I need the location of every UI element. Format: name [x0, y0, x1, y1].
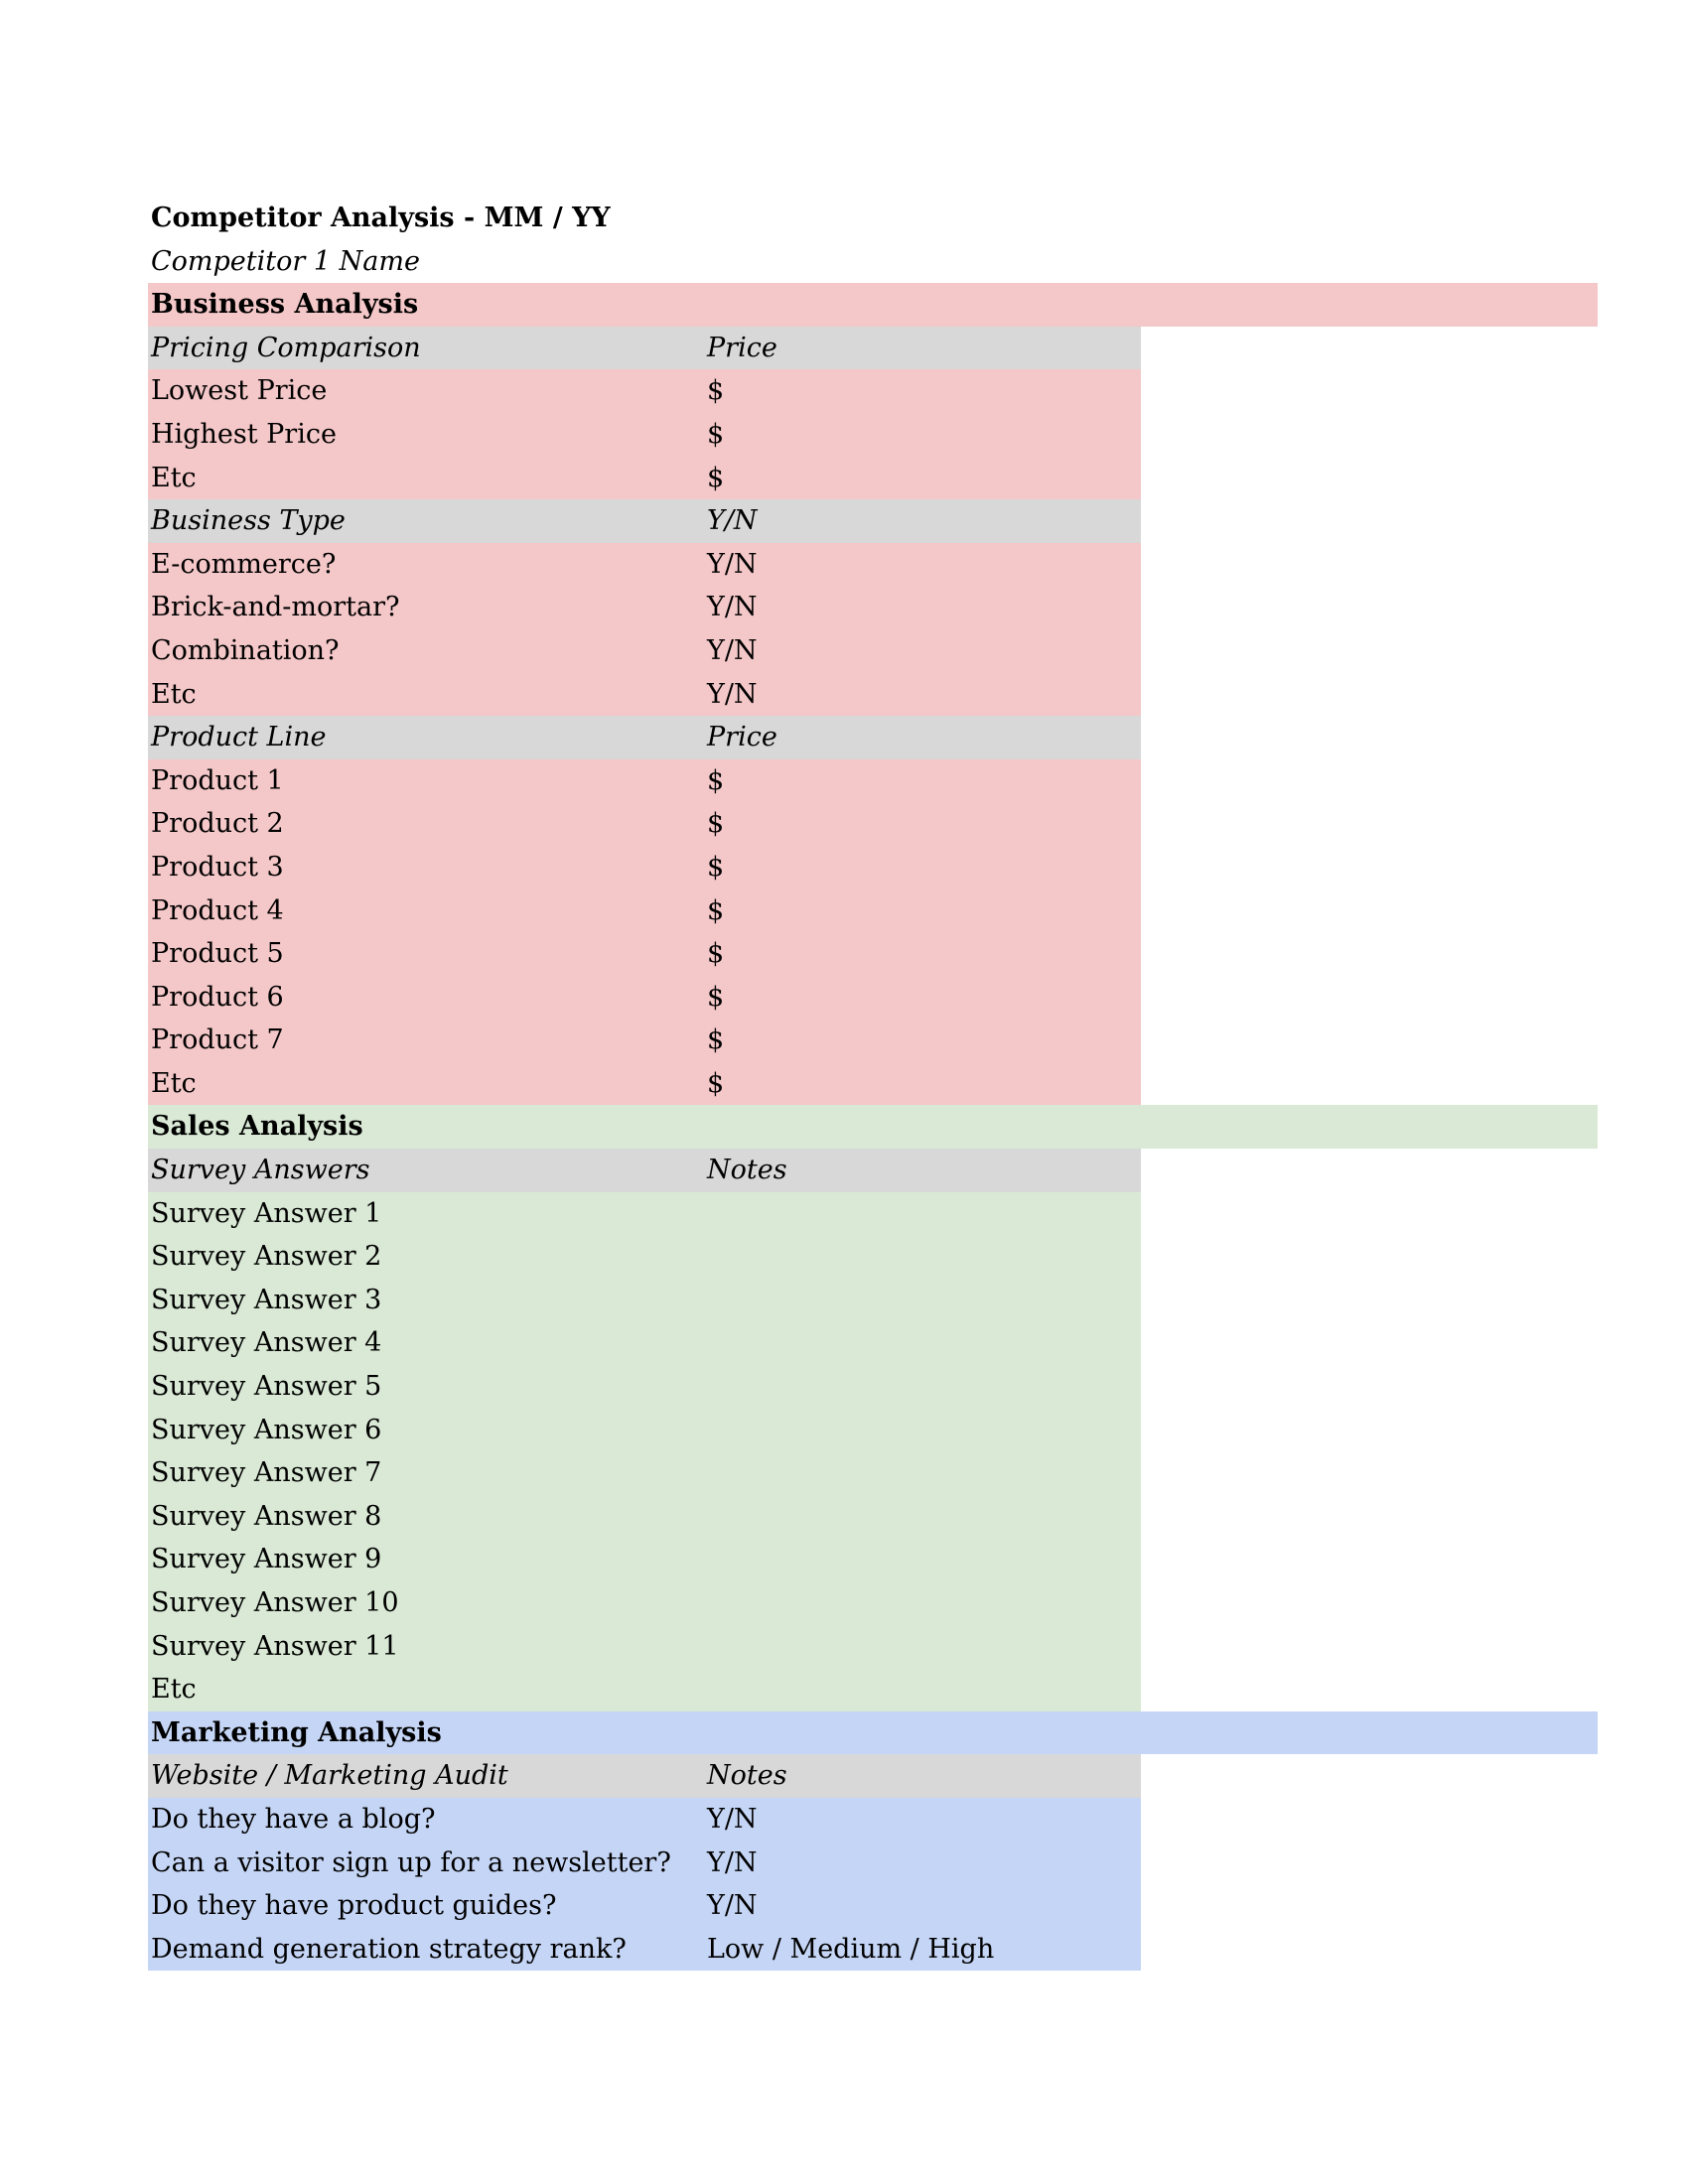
- row-label[interactable]: Lowest Price: [151, 375, 328, 407]
- group-header-value[interactable]: Notes: [707, 1760, 787, 1792]
- document-title-row: [148, 197, 1598, 240]
- table-row: [148, 1279, 1598, 1322]
- row-label[interactable]: Survey Answer 6: [151, 1414, 382, 1445]
- row-value[interactable]: Y/N: [707, 1846, 758, 1878]
- table-row: [148, 413, 1598, 457]
- row-label[interactable]: Survey Answer 7: [151, 1457, 382, 1489]
- row-value[interactable]: Y/N: [707, 1803, 758, 1835]
- table-row: [148, 1928, 1598, 1972]
- business-group-header: [148, 327, 1598, 370]
- table-row: [148, 1668, 1598, 1711]
- business-section-title[interactable]: Business Analysis: [151, 289, 419, 321]
- row-band: [148, 1019, 1141, 1062]
- table-row: [148, 889, 1598, 933]
- row-value[interactable]: $: [707, 981, 725, 1013]
- table-row: [148, 932, 1598, 976]
- row-label[interactable]: Highest Price: [151, 418, 337, 450]
- sales-section-band: [148, 1105, 1598, 1149]
- row-label[interactable]: Etc: [151, 1067, 197, 1099]
- row-value[interactable]: $: [707, 1024, 725, 1056]
- row-value[interactable]: $: [707, 938, 725, 970]
- row-value[interactable]: $: [707, 1067, 725, 1099]
- table-row: [148, 1884, 1598, 1928]
- table-row: [148, 1842, 1598, 1885]
- row-label[interactable]: Etc: [151, 678, 197, 710]
- group-header-value[interactable]: Y/N: [707, 505, 758, 537]
- table-row: [148, 369, 1598, 413]
- row-label[interactable]: Product 4: [151, 894, 284, 926]
- row-label[interactable]: Demand generation strategy rank?: [151, 1933, 627, 1965]
- sales-section-header: [148, 1105, 1598, 1149]
- table-row: [148, 1798, 1598, 1842]
- group-header-label[interactable]: Website / Marketing Audit: [151, 1760, 508, 1792]
- competitor-name-row: [148, 240, 1598, 284]
- row-value[interactable]: $: [707, 851, 725, 883]
- row-band: [148, 1668, 1141, 1711]
- row-band: [148, 802, 1141, 846]
- row-band: [148, 846, 1141, 889]
- row-value[interactable]: $: [707, 894, 725, 926]
- row-value[interactable]: Y/N: [707, 1890, 758, 1922]
- table-row: [148, 1365, 1598, 1409]
- marketing-section-title[interactable]: Marketing Analysis: [151, 1716, 442, 1748]
- table-row: [148, 543, 1598, 587]
- group-header-value[interactable]: Price: [707, 332, 777, 363]
- table-row: [148, 1019, 1598, 1062]
- row-label[interactable]: Product 2: [151, 808, 284, 840]
- marketing-section-header: [148, 1711, 1598, 1755]
- row-band: [148, 1062, 1141, 1106]
- row-label[interactable]: Survey Answer 5: [151, 1371, 382, 1403]
- row-label[interactable]: Etc: [151, 462, 197, 493]
- business-group-header: [148, 716, 1598, 759]
- row-label[interactable]: Survey Answer 11: [151, 1630, 399, 1662]
- row-label[interactable]: Survey Answer 3: [151, 1284, 382, 1315]
- row-label[interactable]: Product 7: [151, 1024, 284, 1056]
- row-label[interactable]: Combination?: [151, 634, 340, 666]
- table-row: [148, 1321, 1598, 1365]
- row-label[interactable]: Survey Answer 2: [151, 1241, 382, 1273]
- row-label[interactable]: Can a visitor sign up for a newsletter?: [151, 1846, 671, 1878]
- row-band: [148, 976, 1141, 1020]
- table-row: [148, 1581, 1598, 1625]
- row-label[interactable]: Brick-and-mortar?: [151, 592, 400, 623]
- row-band: [148, 673, 1141, 717]
- sales-section-title[interactable]: Sales Analysis: [151, 1111, 363, 1143]
- row-value[interactable]: $: [707, 808, 725, 840]
- group-header-label[interactable]: Survey Answers: [151, 1155, 370, 1186]
- row-label[interactable]: Survey Answer 1: [151, 1197, 382, 1229]
- sections-container: [148, 283, 1598, 1971]
- row-band: [148, 759, 1141, 803]
- row-band: [148, 932, 1141, 976]
- row-label[interactable]: Survey Answer 8: [151, 1500, 382, 1532]
- business-group-header: [148, 499, 1598, 543]
- table-row: [148, 629, 1598, 673]
- row-label[interactable]: Product 3: [151, 851, 284, 883]
- row-value[interactable]: Y/N: [707, 592, 758, 623]
- table-row: [148, 1538, 1598, 1581]
- row-value[interactable]: $: [707, 418, 725, 450]
- row-band: [148, 889, 1141, 933]
- row-value[interactable]: Low / Medium / High: [707, 1933, 995, 1965]
- row-band: [148, 457, 1141, 500]
- row-label[interactable]: Survey Answer 4: [151, 1327, 382, 1359]
- table-row: [148, 1625, 1598, 1669]
- row-label[interactable]: Product 1: [151, 764, 284, 796]
- table-row: [148, 976, 1598, 1020]
- table-row: [148, 1062, 1598, 1106]
- row-label[interactable]: E-commerce?: [151, 548, 337, 580]
- sales-group-header: [148, 1149, 1598, 1192]
- group-header-label[interactable]: Business Type: [151, 505, 346, 537]
- group-header-label[interactable]: Pricing Comparison: [151, 332, 421, 363]
- marketing-group-header: [148, 1754, 1598, 1798]
- group-header-label[interactable]: Product Line: [151, 722, 327, 753]
- row-label[interactable]: Do they have product guides?: [151, 1890, 557, 1922]
- table-row: [148, 1495, 1598, 1539]
- row-label[interactable]: Survey Answer 10: [151, 1587, 399, 1618]
- row-value[interactable]: Y/N: [707, 678, 758, 710]
- row-value[interactable]: $: [707, 764, 725, 796]
- table-row: [148, 586, 1598, 629]
- row-label[interactable]: Etc: [151, 1674, 197, 1706]
- document-title[interactable]: Competitor Analysis - MM / YY: [151, 203, 611, 233]
- group-header-value[interactable]: Notes: [707, 1155, 787, 1186]
- competitor-name[interactable]: Competitor 1 Name: [151, 245, 420, 277]
- row-label[interactable]: Do they have a blog?: [151, 1803, 436, 1835]
- row-label[interactable]: Product 6: [151, 981, 284, 1013]
- row-value[interactable]: Y/N: [707, 634, 758, 666]
- row-value[interactable]: $: [707, 375, 725, 407]
- row-value[interactable]: $: [707, 462, 725, 493]
- table-row: [148, 802, 1598, 846]
- business-section-header: [148, 283, 1598, 327]
- table-row: [148, 759, 1598, 803]
- table-row: [148, 1235, 1598, 1279]
- table-row: [148, 846, 1598, 889]
- row-value[interactable]: Y/N: [707, 548, 758, 580]
- row-label[interactable]: Survey Answer 9: [151, 1544, 382, 1575]
- table-row: [148, 1451, 1598, 1495]
- table-row: [148, 673, 1598, 717]
- group-header-value[interactable]: Price: [707, 722, 777, 753]
- spreadsheet-sheet: [148, 197, 1598, 1971]
- table-row: [148, 1192, 1598, 1236]
- table-row: [148, 1409, 1598, 1452]
- row-label[interactable]: Product 5: [151, 938, 284, 970]
- table-row: [148, 457, 1598, 500]
